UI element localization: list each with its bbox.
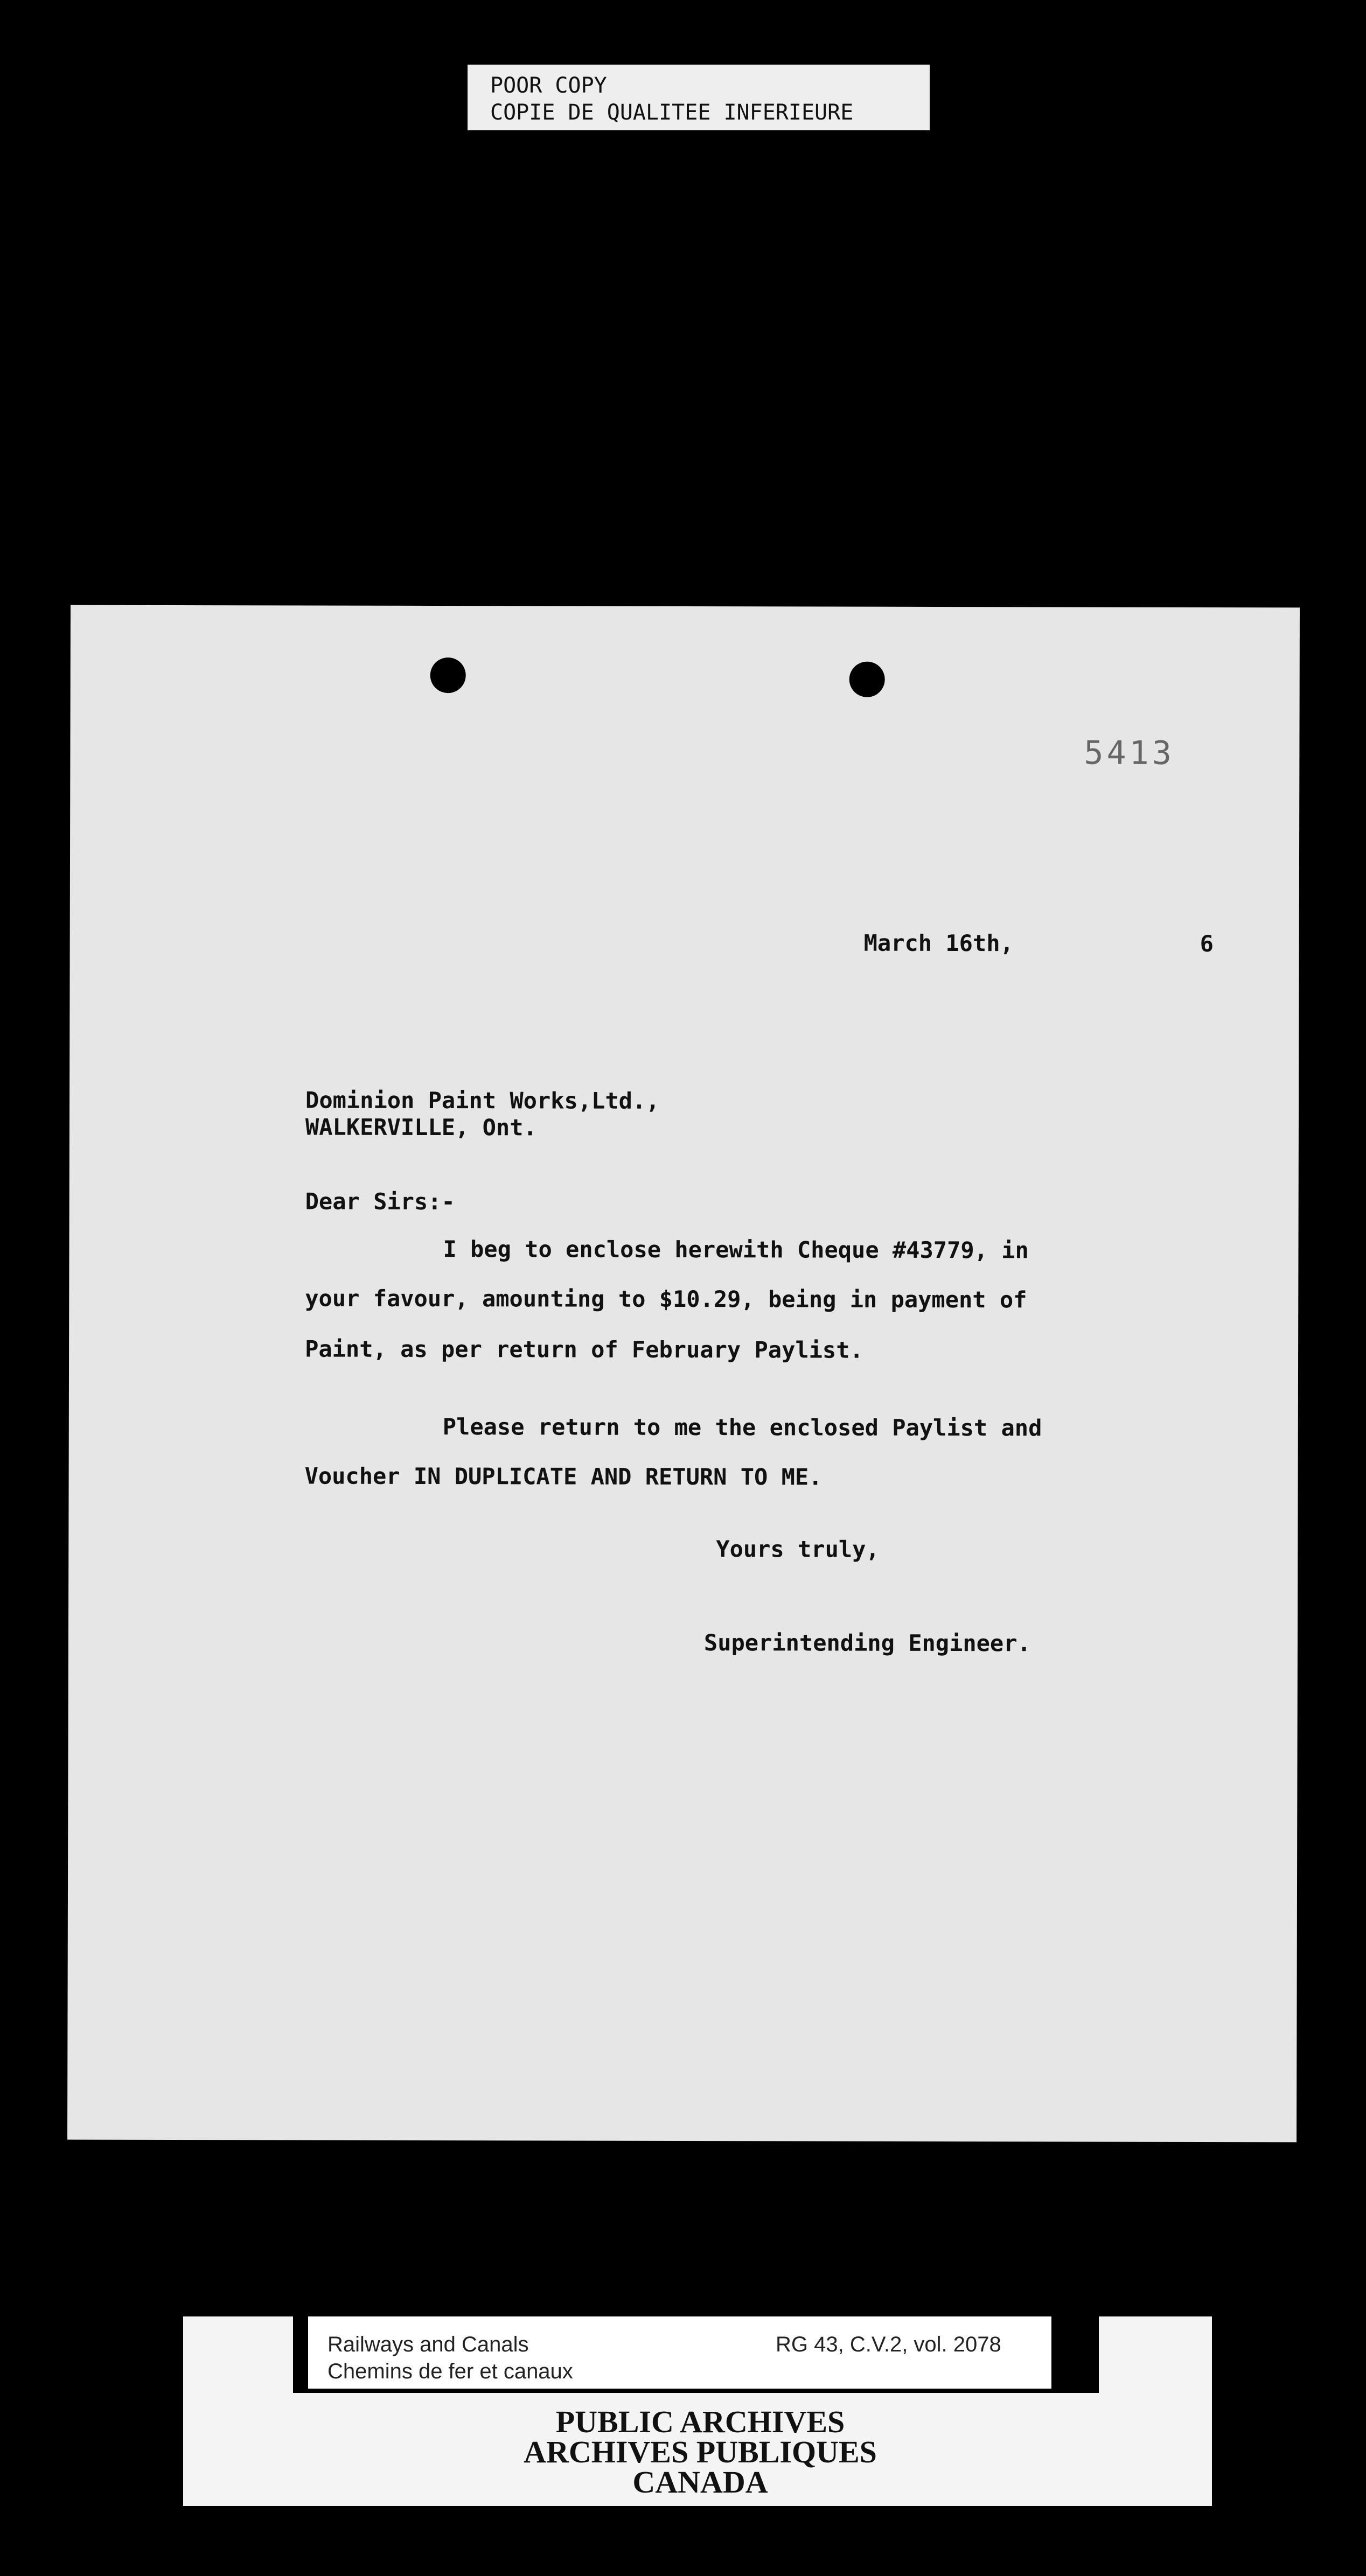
body-line-1: I beg to enclose herewith Cheque #43779, in (443, 1236, 1029, 1264)
recipient-name: Dominion Paint Works,Ltd., (305, 1087, 660, 1114)
archive-country: CANADA (632, 2465, 768, 2500)
archive-reference: RG 43, C.V.2, vol. 2078 (776, 2333, 1001, 2356)
poor-copy-stamp (468, 65, 930, 130)
archive-label-right-margin (1099, 2316, 1212, 2393)
letter-date: March 16th, (863, 929, 1014, 957)
archive-name-french: ARCHIVES PUBLIQUES (524, 2434, 877, 2469)
letter-sheet (67, 605, 1300, 2143)
salutation: Dear Sirs:- (305, 1188, 455, 1215)
body-line-3: Paint, as per return of February Paylist. (305, 1335, 863, 1363)
closing: Yours truly, (716, 1536, 880, 1563)
stamp-line-1: POOR COPY (490, 73, 607, 98)
body-line-4: Please return to me the enclosed Paylist and (442, 1413, 1042, 1441)
reference-number: 5413 (1084, 734, 1175, 772)
signature-title: Superintending Engineer. (703, 1629, 1031, 1657)
label-card-frame (293, 2316, 1071, 2393)
archive-name-english: PUBLIC ARCHIVES (555, 2404, 845, 2439)
body-line-2: your favour, amounting to $10.29, being in payment of (305, 1285, 1027, 1313)
label-card (308, 2316, 1051, 2389)
letter-year-digit: 6 (1200, 930, 1214, 957)
department-french: Chemins de fer et canaux (327, 2360, 573, 2383)
body-line-5: Voucher IN DUPLICATE AND RETURN TO ME. (304, 1462, 823, 1490)
punch-hole-left (430, 657, 466, 693)
stamp-line-2: COPIE DE QUALITEE INFERIEURE (490, 100, 854, 125)
department-english: Railways and Canals (327, 2333, 529, 2356)
punch-hole-right (849, 662, 885, 697)
recipient-address: WALKERVILLE, Ont. (305, 1114, 537, 1141)
